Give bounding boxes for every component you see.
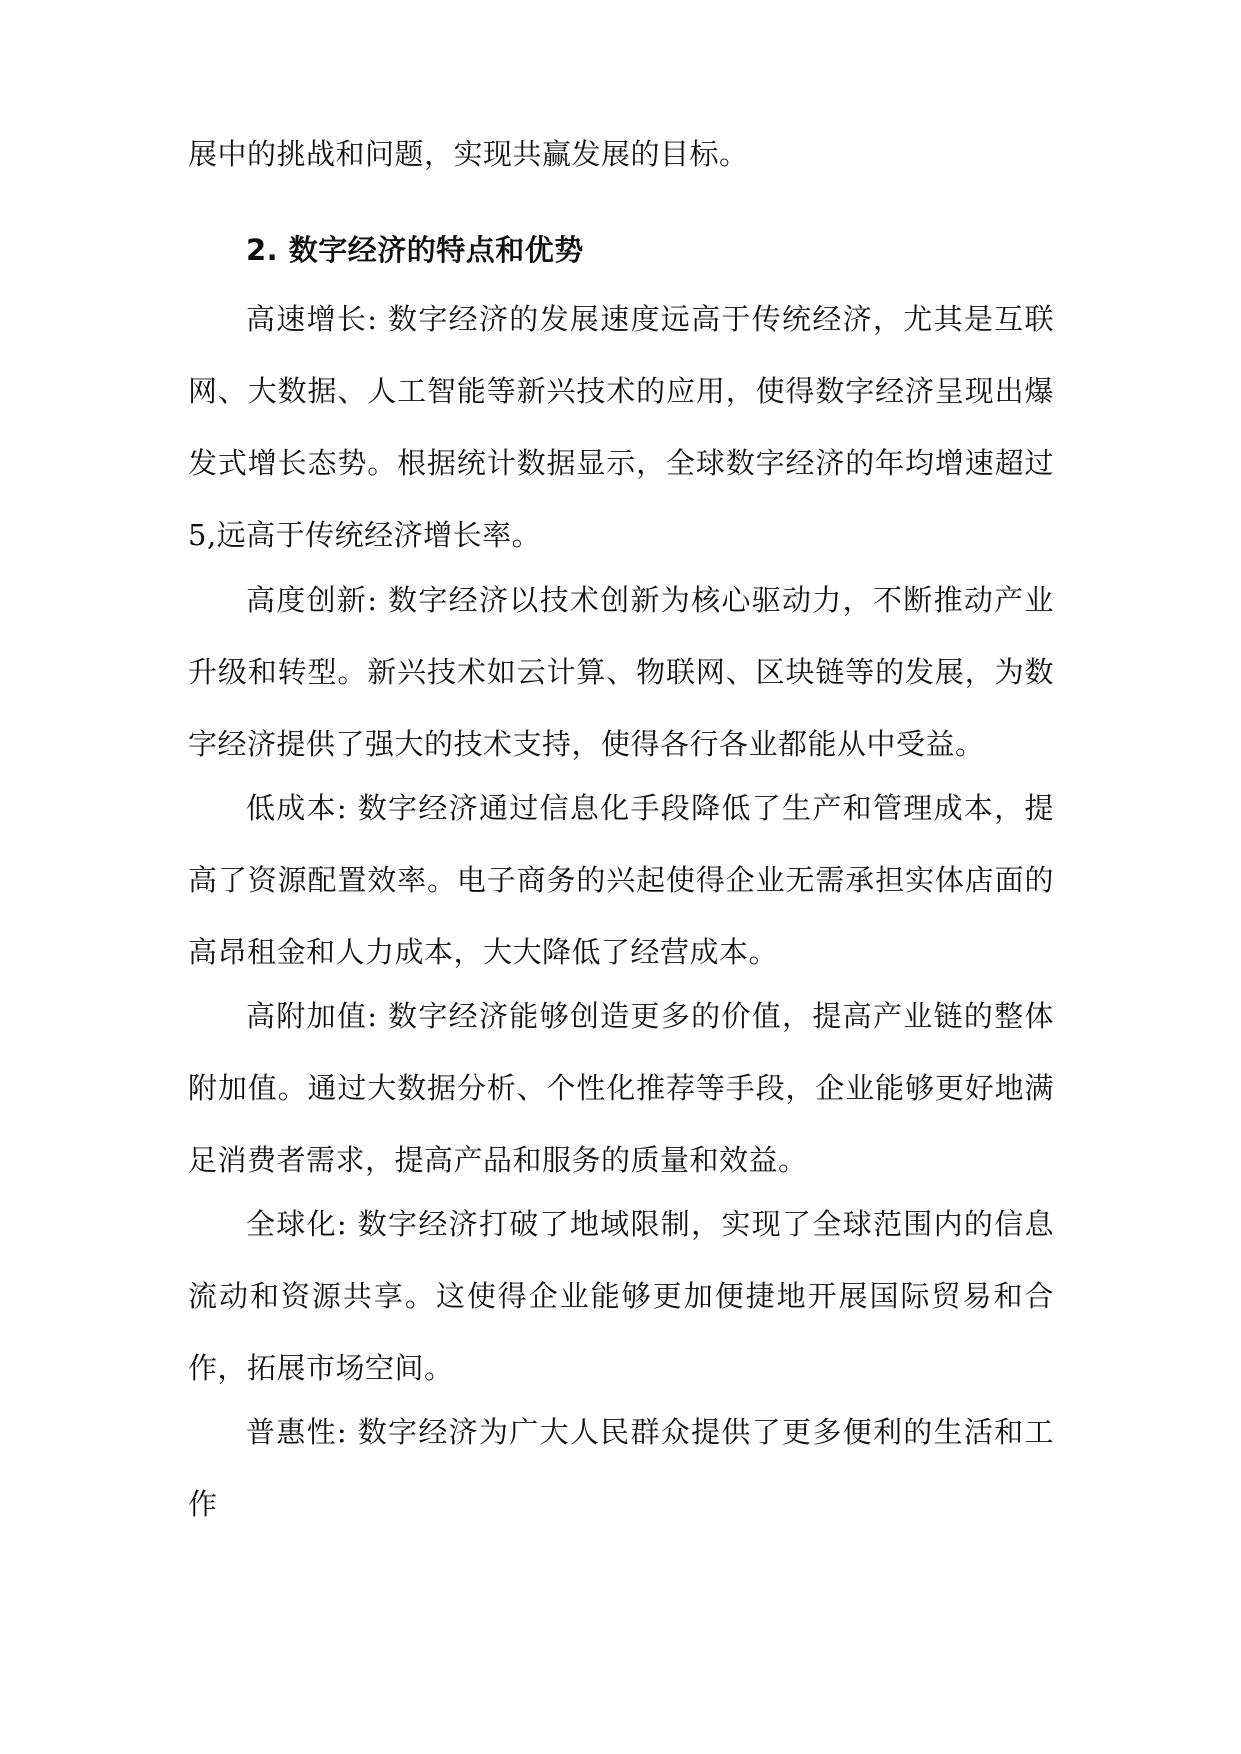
paragraph-low-cost: 低成本: 数字经济通过信息化手段降低了生产和管理成本，提高了资源配置效率。电子商务的兴起使得企业无需承担实体店面的高昂租金和人力成本，大大降低了经营成本。 — [188, 791, 1054, 969]
paragraph-globalization: 全球化: 数字经济打破了地域限制，实现了全球范围内的信息流动和资源共享。这使得企业能够更加便捷地开展国际贸易和合作，拓展市场空间。 — [188, 1207, 1054, 1385]
paragraph-high-innovation: 高度创新: 数字经济以技术创新为核心驱动力，不断推动产业升级和转型。新兴技术如云计算、物联网、区块链等的发展，为数字经济提供了强大的技术支持，使得各行各业都能从中受益。 — [188, 583, 1054, 761]
paragraph-inclusiveness: 普惠性: 数字经济为广大人民群众提供了更多便利的生活和工作 — [188, 1415, 1054, 1521]
paragraph-high-growth: 高速增长: 数字经济的发展速度远高于传统经济，尤其是互联网、大数据、人工智能等新兴技术的应用，使得数字经济呈现出爆发式增长态势。根据统计数据显示，全球数字经济的年均增速超过 5,远高于传统经济增长率。 — [188, 302, 1054, 552]
continuation-paragraph: 展中的挑战和问题，实现共赢发展的目标。 — [188, 137, 749, 171]
section-heading: 2. 数字经济的特点和优势 — [246, 233, 584, 267]
paragraph-high-value-added: 高附加值: 数字经济能够创造更多的价值，提高产业链的整体附加值。通过大数据分析、个性化推荐等手段，企业能够更好地满足消费者需求，提高产品和服务的质量和效益。 — [188, 999, 1054, 1177]
